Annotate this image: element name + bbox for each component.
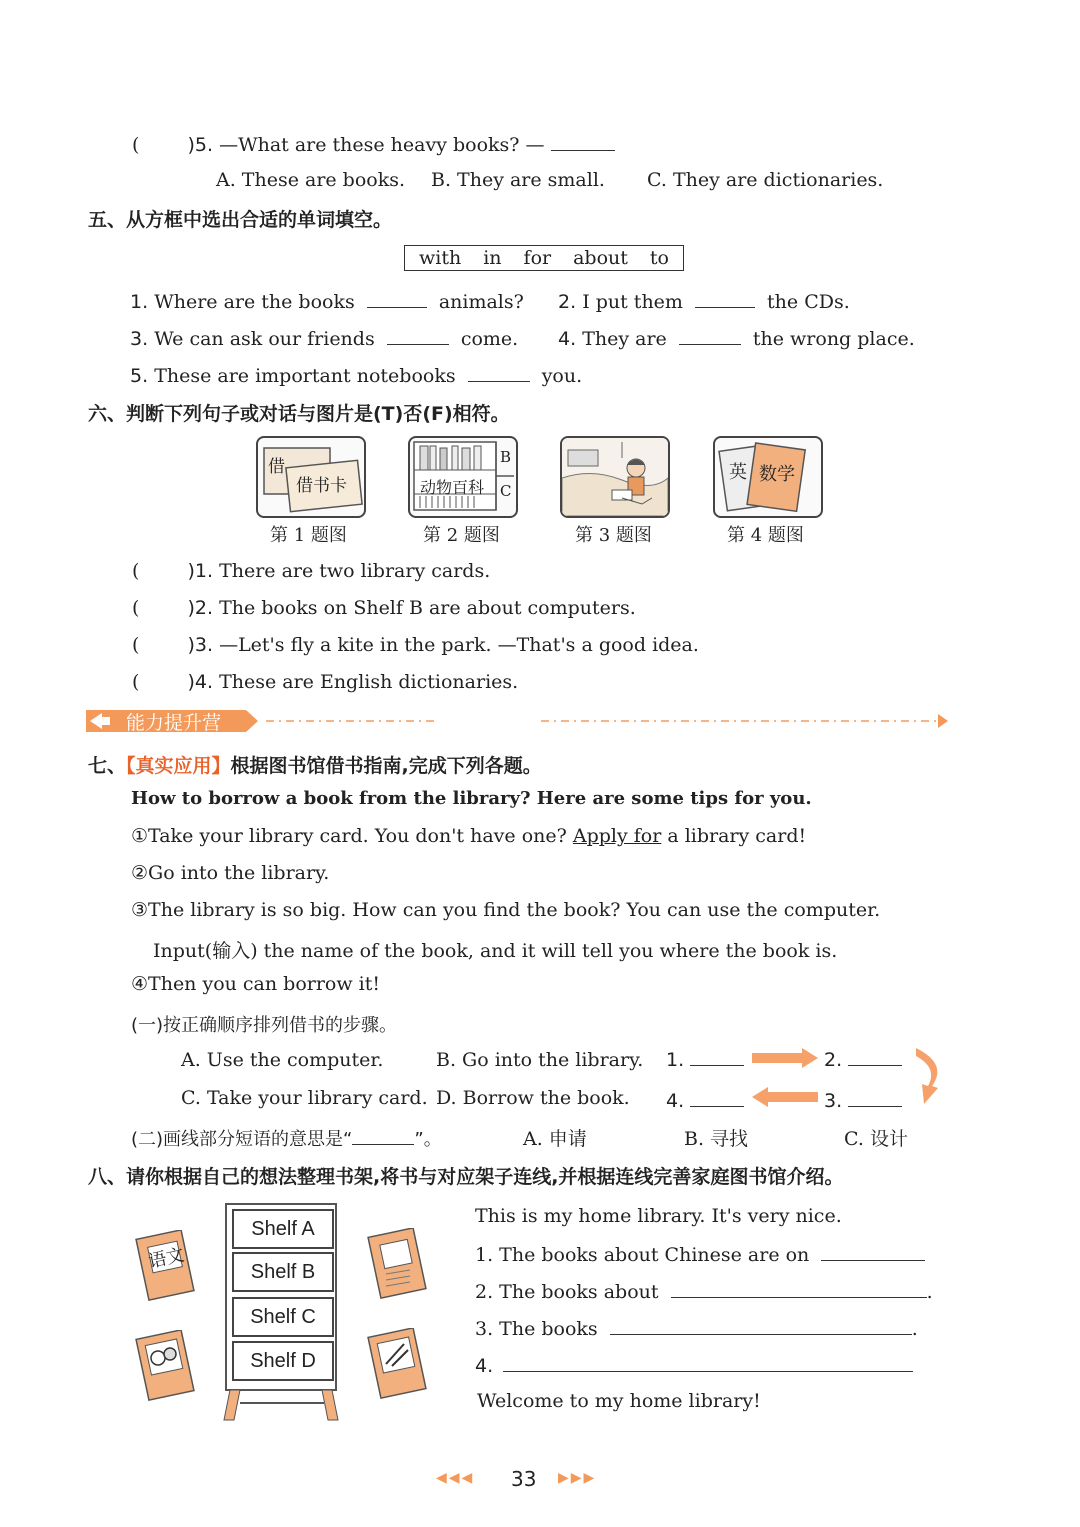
step-number: 4. (666, 1090, 685, 1112)
item-text-before: These are important notebooks (154, 365, 456, 387)
library-line-2 (475, 1279, 933, 1303)
section-prefix: 七、 (88, 755, 127, 777)
shelf-c[interactable]: Shelf C (232, 1297, 334, 1337)
library-closing: Welcome to my home library! (477, 1390, 761, 1412)
guide-tip-1 (131, 825, 806, 847)
section7-title (88, 751, 542, 778)
section6-title: 六、判断下列句子或对话与图片是(T)否(F)相符。 (88, 403, 510, 425)
judge-item-2 (132, 597, 636, 619)
item-text-before: I put them (582, 291, 683, 313)
shelf-text: 动物百科 (420, 478, 485, 497)
footer-arrows-right-icon: ▶▶▶ (558, 1470, 597, 1486)
arrow-right-icon (752, 1048, 818, 1068)
q2-option-b: B. 寻找 (684, 1128, 749, 1150)
item-number: 5. (130, 365, 149, 387)
section-tag: 【真实应用】 (126, 755, 231, 777)
shelf-a[interactable]: Shelf A (232, 1209, 334, 1249)
item-number: 4. (558, 328, 577, 350)
line-text: 1. The books about Chinese are on (475, 1244, 810, 1266)
step-number: 3. (824, 1090, 843, 1112)
q5-row (132, 132, 615, 156)
word-option: in (483, 247, 502, 269)
question-number: )5. (187, 134, 214, 156)
item-number: 1. (130, 291, 149, 313)
word-option: about (573, 247, 628, 269)
item-text: There are two library cards. (219, 560, 491, 582)
book-sports[interactable] (134, 1330, 200, 1404)
answer-paren[interactable]: ( (132, 671, 140, 693)
book-computer-icon (364, 1228, 434, 1304)
answer-blank[interactable] (387, 326, 449, 345)
picture-caption: 第 3 题图 (575, 525, 652, 546)
judge-item-4 (132, 671, 518, 693)
shelf-label-c: C (500, 482, 512, 500)
answer-paren[interactable]: ( (132, 560, 140, 582)
book-sports-icon (134, 1330, 200, 1404)
picture-caption: 第 2 题图 (423, 525, 500, 546)
fill-item-2 (558, 289, 850, 313)
picture-books (713, 436, 823, 518)
library-line-1 (475, 1242, 925, 1266)
item-text-after: you. (541, 365, 583, 387)
answer-paren[interactable]: ( (132, 597, 140, 619)
shelf-label-b: B (500, 448, 512, 466)
item-text: These are English dictionaries. (219, 671, 519, 693)
picture-caption: 第 1 题图 (270, 525, 347, 546)
step-number: 2. (824, 1049, 843, 1071)
q2-text: (二)画线部分短语的意思是“ (131, 1129, 353, 1150)
card-text: 借 (268, 457, 285, 477)
fill-item-4 (558, 326, 915, 350)
picture-bookshelf (408, 436, 518, 518)
line-number: 4. (475, 1355, 494, 1377)
page-number: 33 (511, 1467, 537, 1491)
library-line-4 (475, 1353, 913, 1377)
item-text-after: the wrong place. (752, 328, 915, 350)
arrow-right-icon (938, 714, 948, 728)
answer-blank[interactable] (821, 1242, 925, 1261)
option-b: B. Go into the library. (436, 1049, 644, 1071)
line-text: 2. The books about (475, 1281, 659, 1303)
answer-blank[interactable] (679, 326, 741, 345)
book-chinese[interactable] (134, 1230, 200, 1304)
answer-blank[interactable] (468, 363, 530, 382)
footer-arrows-left-icon: ◀◀◀ (436, 1470, 475, 1486)
section8-title: 八、请你根据自己的想法整理书架,将书与对应架子连线,并根据连线完善家庭图书馆介绍。 (88, 1166, 844, 1188)
line-period: . (926, 1281, 933, 1303)
book-art[interactable] (364, 1328, 434, 1404)
step-1 (666, 1047, 744, 1071)
item-number: 2. (558, 291, 577, 313)
word-box (404, 245, 684, 271)
book-computer[interactable] (364, 1228, 434, 1304)
item-text: The books on Shelf B are about computers. (219, 597, 636, 619)
library-line-3 (475, 1316, 918, 1340)
answer-blank[interactable] (551, 132, 615, 151)
arrow-left-icon (752, 1087, 818, 1107)
picture-caption: 第 4 题图 (727, 525, 804, 546)
q2-row (131, 1125, 442, 1151)
picture-library-cards (256, 436, 366, 518)
library-intro: This is my home library. It's very nice. (475, 1205, 842, 1227)
q5-option-c: C. They are dictionaries. (647, 169, 884, 191)
shelf-b[interactable]: Shelf B (232, 1252, 334, 1292)
book-art-icon (364, 1328, 434, 1404)
picture-reading-child (560, 436, 670, 518)
answer-paren[interactable]: ( (132, 134, 140, 156)
q2-option-a: A. 申请 (523, 1128, 587, 1150)
guide-tip-2: ②Go into the library. (131, 862, 330, 884)
line-period: . (911, 1318, 918, 1340)
guide-tip-3: ③The library is so big. How can you find the book? You can use the computer. (131, 899, 881, 921)
word-option: with (419, 247, 462, 269)
fill-item-1 (130, 289, 524, 313)
option-c: C. Take your library card. (181, 1087, 428, 1109)
judge-item-3 (132, 634, 699, 656)
item-number: )1. (187, 560, 214, 582)
answer-blank[interactable] (690, 1047, 744, 1066)
banner-label: 能力提升营 (126, 712, 222, 734)
tip-text: a library card! (661, 825, 807, 847)
underlined-phrase: Apply for (572, 825, 662, 847)
q5-option-b: B. They are small. (431, 169, 605, 191)
answer-blank[interactable] (367, 289, 427, 308)
answer-blank[interactable] (503, 1353, 913, 1372)
item-text-after: animals? (438, 291, 524, 313)
q1-title: (一)按正确顺序排列借书的步骤。 (131, 1015, 398, 1036)
word-option: to (649, 247, 669, 269)
q5-option-a: A. These are books. (216, 169, 406, 191)
step-arrows (748, 1046, 948, 1110)
item-text: —Let's fly a kite in the park. —That's a good idea. (219, 634, 699, 656)
answer-blank[interactable] (352, 1126, 414, 1145)
judge-item-1 (132, 560, 490, 582)
section5-title: 五、从方框中选出合适的单词填空。 (88, 209, 393, 231)
tip-text: ①Take your library card. You don't have one? (131, 825, 573, 847)
arrow-curve-icon (916, 1048, 938, 1104)
item-text-before: They are (582, 328, 667, 350)
section-title-text: 根据图书馆借书指南,完成下列各题。 (230, 755, 542, 777)
item-number: 3. (130, 328, 149, 350)
step-4 (666, 1088, 744, 1112)
guide-intro: How to borrow a book from the library? Here are some tips for you. (131, 788, 812, 809)
item-text-before: Where are the books (154, 291, 355, 313)
book-text: 数学 (759, 464, 795, 485)
fill-item-5 (130, 363, 582, 387)
question-text: —What are these heavy books? — (219, 134, 545, 156)
option-a: A. Use the computer. (181, 1049, 384, 1071)
answer-blank[interactable] (610, 1316, 912, 1335)
answer-blank[interactable] (671, 1279, 927, 1298)
guide-tip-4: ④Then you can borrow it! (131, 973, 381, 995)
step-number: 1. (666, 1049, 685, 1071)
card-text: 借书卡 (296, 476, 347, 496)
item-text-before: We can ask our friends (154, 328, 375, 350)
answer-blank[interactable] (690, 1088, 744, 1107)
q2-option-c: C. 设计 (844, 1128, 908, 1150)
option-d: D. Borrow the book. (436, 1087, 630, 1109)
item-text-after: come. (460, 328, 519, 350)
book-title: 语文 (146, 1244, 187, 1273)
book-text: 英 (729, 462, 747, 483)
fill-item-3 (130, 326, 518, 350)
word-option: for (523, 247, 552, 269)
shelf-d[interactable]: Shelf D (232, 1341, 334, 1381)
guide-tip-3-cont: Input(输入) the name of the book, and it will tell you where the book is. (153, 940, 838, 962)
answer-paren[interactable]: ( (132, 634, 140, 656)
item-number: )2. (187, 597, 214, 619)
reading-child-illustration (562, 438, 668, 516)
item-number: )4. (187, 671, 214, 693)
item-number: )3. (187, 634, 214, 656)
line-text: 3. The books (475, 1318, 598, 1340)
q2-text: ”。 (414, 1129, 442, 1150)
item-text-after: the CDs. (767, 291, 850, 313)
answer-blank[interactable] (695, 289, 755, 308)
